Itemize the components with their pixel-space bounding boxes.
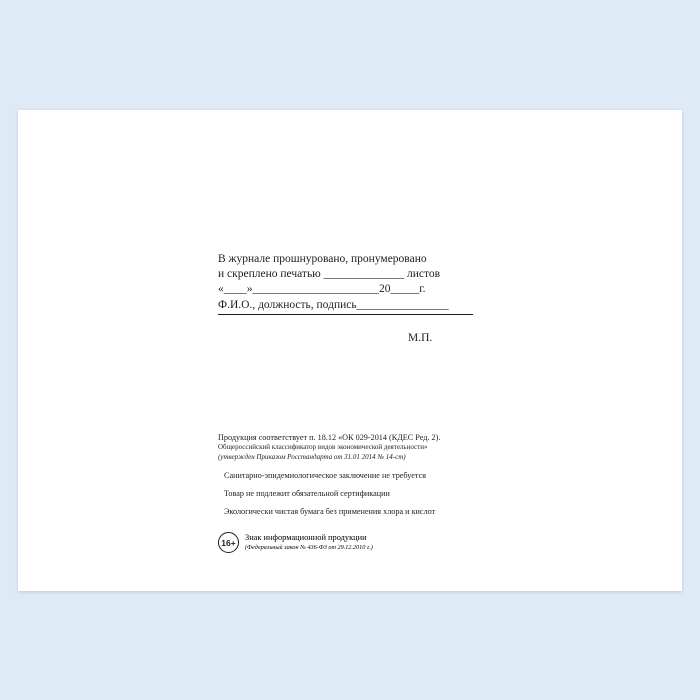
certification-line-2: и скреплено печатью ______________ листов xyxy=(218,268,441,281)
legal-note-2: Товар не подлежит обязательной сертификации xyxy=(224,488,390,498)
document-page-content xyxy=(18,110,682,591)
legal-line-2: Общероссийский классификатор видов экономической деятельности» xyxy=(218,443,428,452)
legal-note-1: Санитарно-эпидемиологическое заключение не требуется xyxy=(224,470,426,480)
age-mark-text xyxy=(245,533,373,551)
seal-place-label: М.П. xyxy=(408,332,433,344)
age-mark-row xyxy=(218,532,373,553)
legal-line-1: Продукция соответствует п. 18.12 «ОК 029-2014 (КДЕС Ред. 2). xyxy=(218,433,441,442)
age-mark-subtitle: (Федеральный закон № 436-ФЗ от 29.12.2010 г.) xyxy=(245,543,373,551)
legal-line-3: (утвержден Приказом Росстандарта от 31.01 2014 № 14-ст) xyxy=(218,452,406,461)
age-rating-icon: 16+ xyxy=(218,532,239,553)
certification-date-line: «____»______________________20_____г. xyxy=(218,283,426,296)
age-mark-title: Знак информационной продукции xyxy=(245,533,367,543)
certification-signature-line: Ф.И.О., должность, подпись________________ xyxy=(218,298,449,311)
signature-rule xyxy=(218,314,473,315)
certification-block xyxy=(218,252,518,315)
document-page xyxy=(18,110,682,591)
certification-line-1: В журнале прошнуровано, пронумеровано xyxy=(218,253,427,265)
legal-block xyxy=(218,432,548,516)
legal-note-3: Экологически чистая бумага без применения хлора и кислот xyxy=(224,506,436,516)
